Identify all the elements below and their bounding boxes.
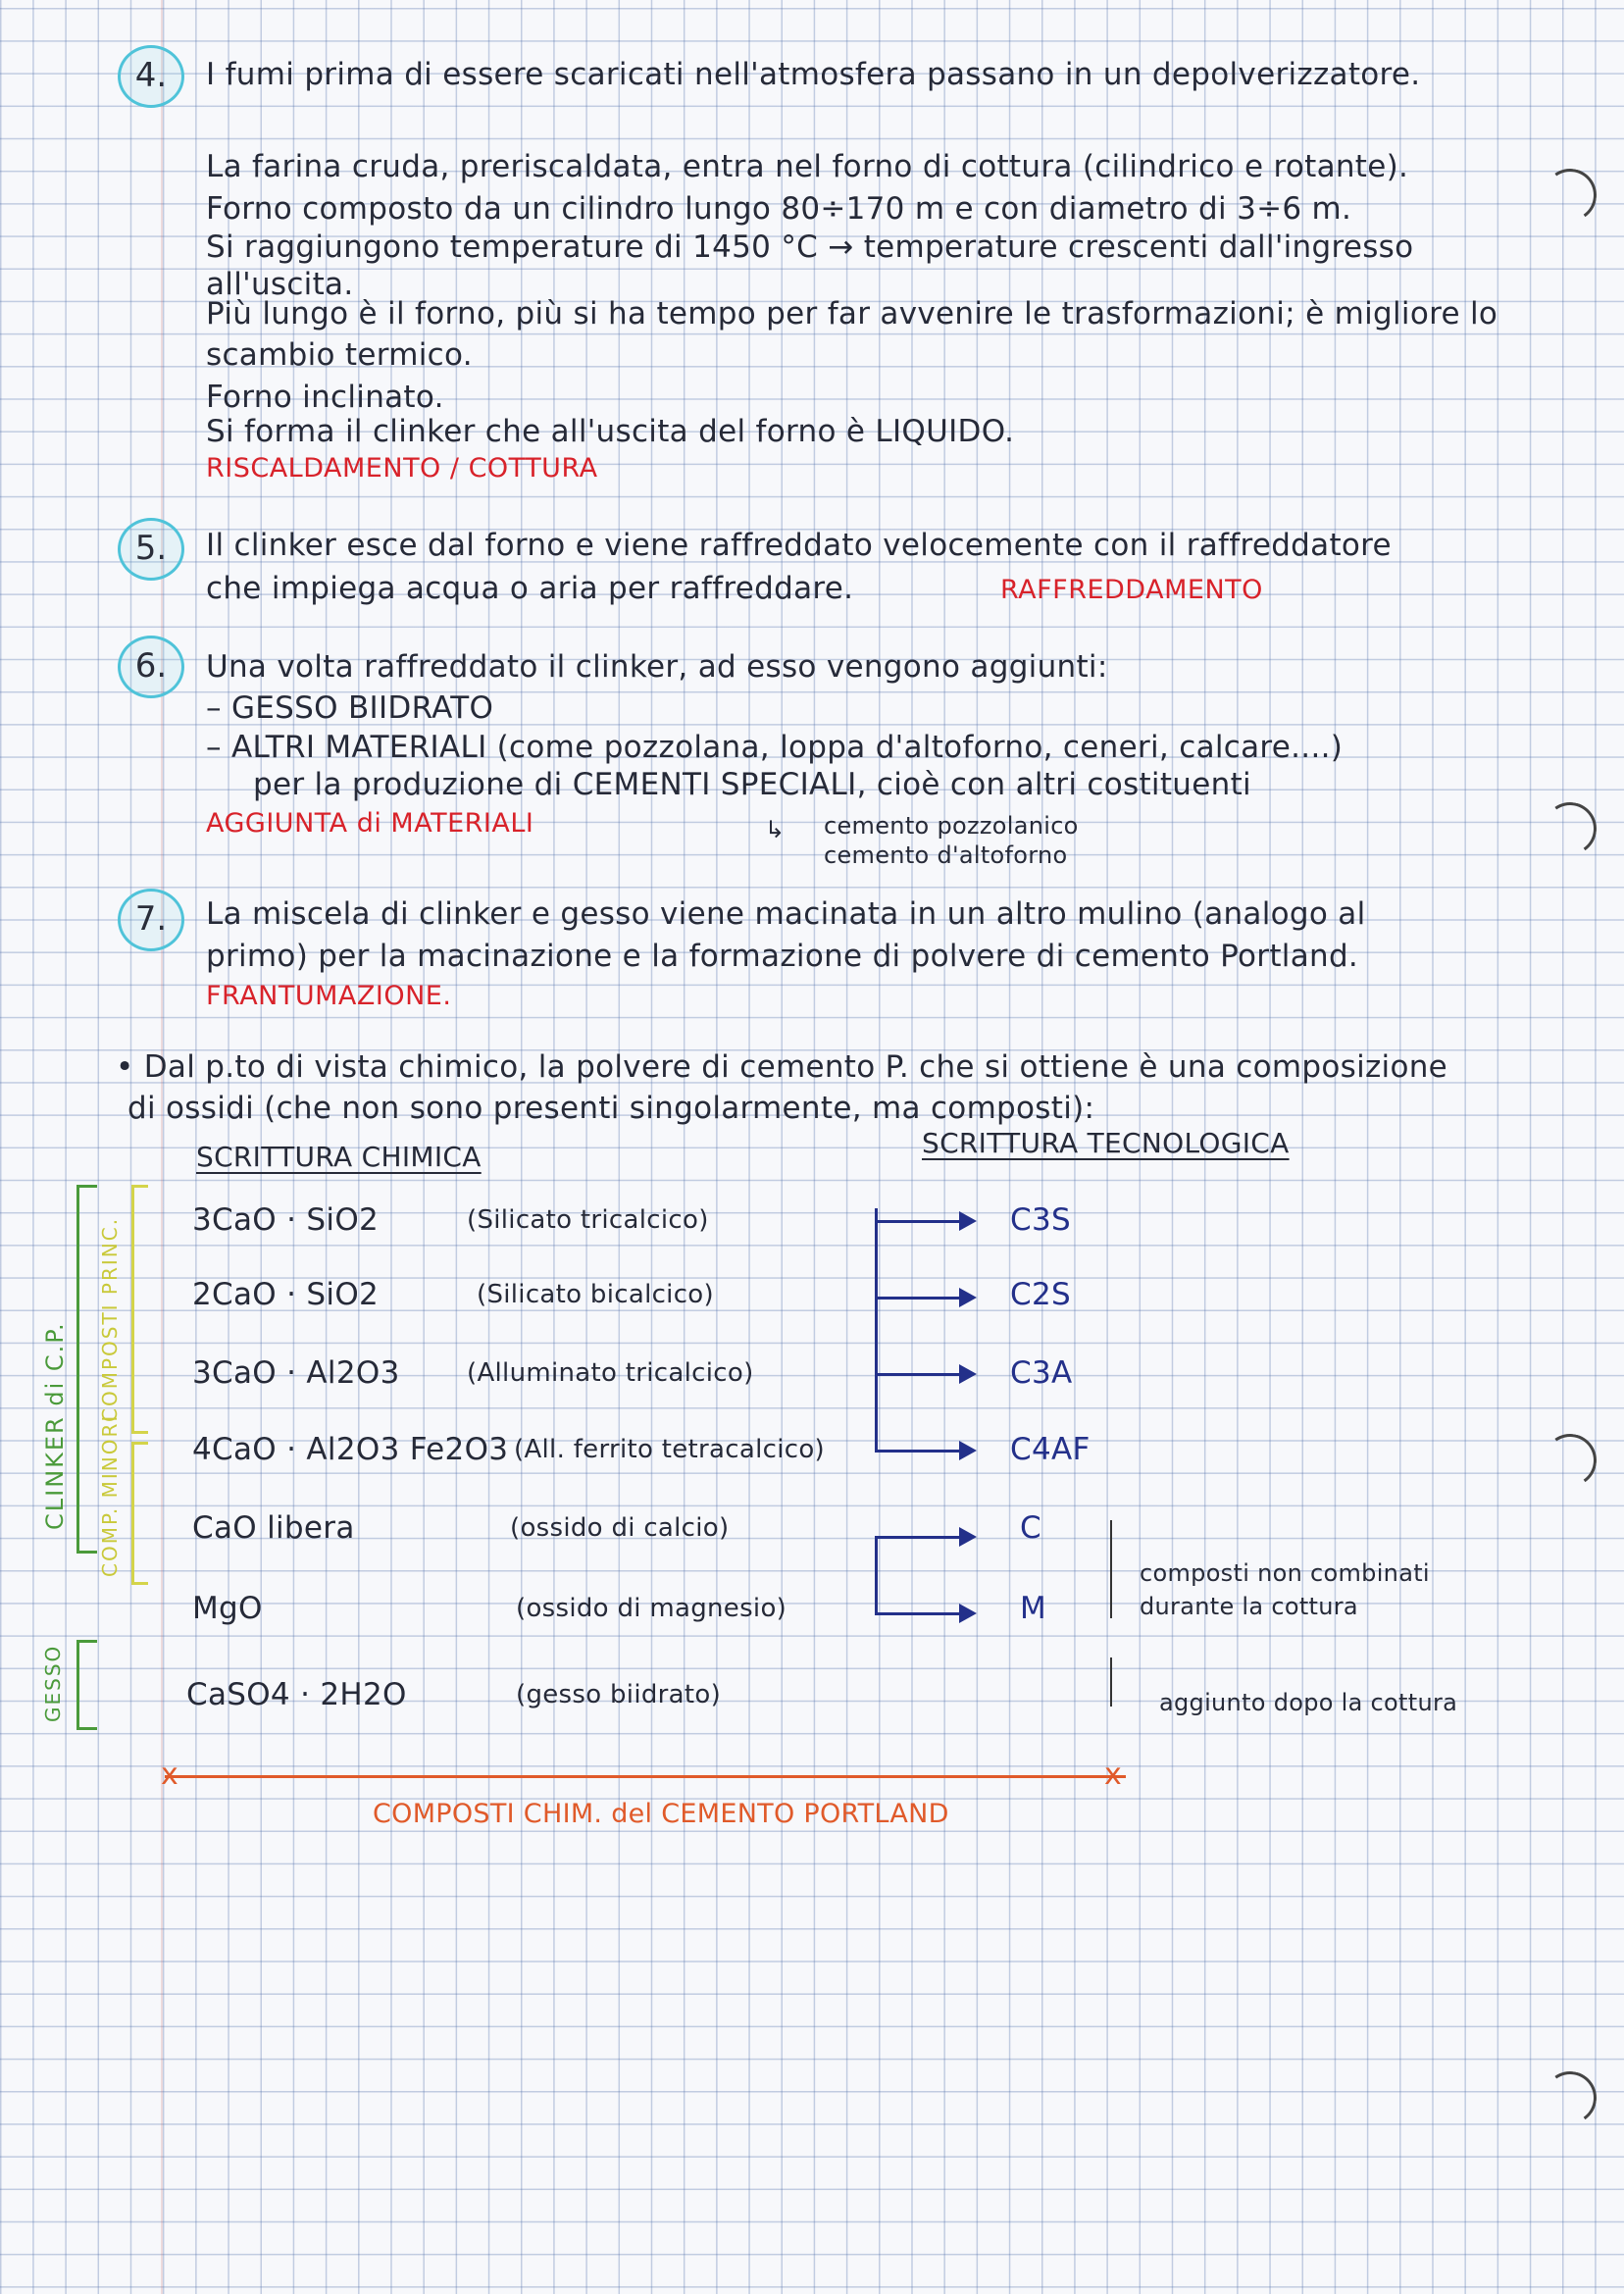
text-line: Il clinker esce dal forno e viene raffreddato velocemente con il raffreddatore <box>206 528 1392 563</box>
compound-name: (Silicato bicalcico) <box>477 1280 714 1309</box>
punch-hole <box>1540 2067 1601 2129</box>
side-label-gesso: GESSO <box>41 1644 65 1722</box>
formula: 3CaO · Al2O3 <box>192 1355 400 1391</box>
formula: CaO libera <box>192 1510 355 1546</box>
text-line: – GESSO BIIDRATO <box>206 690 494 726</box>
right-arrow <box>875 1612 973 1615</box>
compound-name: (gesso biidrato) <box>516 1680 722 1709</box>
text-line: Si raggiungono temperature di 1450 °C → temperature crescenti dall'ingresso <box>206 229 1414 265</box>
note-line: durante la cottura <box>1140 1593 1358 1620</box>
tech-symbol: C4AF <box>1010 1432 1091 1467</box>
right-arrow <box>875 1220 973 1223</box>
column-header-technological: SCRITTURA TECNOLOGICA <box>922 1127 1290 1159</box>
sub-note: cemento d'altoforno <box>824 841 1068 869</box>
text-line: all'uscita. <box>206 267 354 302</box>
text-line: scambio termico. <box>206 337 473 373</box>
table-footer-title: COMPOSTI CHIM. del CEMENTO PORTLAND <box>373 1799 949 1829</box>
section-label: RAFFREDDAMENTO <box>1000 575 1263 605</box>
text-line: primo) per la macinazione e la formazione di polvere di cemento Portland. <box>206 939 1359 974</box>
text-line: Forno inclinato. <box>206 380 444 415</box>
formula: 4CaO · Al2O3 Fe2O3 <box>192 1432 509 1467</box>
annotation-arrow-text: ↳ <box>765 816 786 843</box>
step-number: 6. <box>118 636 184 698</box>
note-line: aggiunto dopo la cottura <box>1159 1689 1458 1716</box>
compound-name: (Silicato tricalcico) <box>467 1205 709 1235</box>
rule-mark-right: x <box>1104 1758 1123 1792</box>
arrow-stem <box>875 1536 878 1612</box>
formula: 3CaO · SiO2 <box>192 1202 380 1238</box>
column-header-chemical: SCRITTURA CHIMICA <box>196 1141 482 1173</box>
punch-hole <box>1540 165 1601 227</box>
tech-symbol: C3A <box>1010 1355 1073 1391</box>
tech-symbol: M <box>1020 1591 1047 1626</box>
compound-name: (ossido di magnesio) <box>516 1594 787 1623</box>
sub-note: cemento pozzolanico <box>824 812 1079 840</box>
section-label: RISCALDAMENTO / COTTURA <box>206 453 598 484</box>
text-line: Si forma il clinker che all'uscita del forno è LIQUIDO. <box>206 414 1015 449</box>
compound-name: (Alluminato tricalcico) <box>467 1358 754 1388</box>
text-line: che impiega acqua o aria per raffreddare. <box>206 571 854 606</box>
text-line: I fumi prima di essere scaricati nell'atmosfera passano in un depolverizzatore. <box>206 57 1421 92</box>
section-label: AGGIUNTA di MATERIALI <box>206 808 534 839</box>
text-line: Più lungo è il forno, più si ha tempo per far avvenire le trasformazioni; è migliore lo <box>206 296 1498 331</box>
text-line: Forno composto da un cilindro lungo 80÷170 m e con diametro di 3÷6 m. <box>206 191 1352 227</box>
side-label-main: COMPOSTI PRINC. <box>98 1216 122 1422</box>
gesso-bracket <box>76 1640 97 1730</box>
tech-symbol: C3S <box>1010 1202 1071 1238</box>
right-arrow <box>875 1373 973 1376</box>
punch-hole <box>1540 1430 1601 1492</box>
text-line: La miscela di clinker e gesso viene macinata in un altro mulino (analogo al <box>206 896 1366 932</box>
text-line: • Dal p.to di vista chimico, la polvere di cemento P. che si ottiene è una composizione <box>116 1049 1448 1085</box>
compound-name: (ossido di calcio) <box>510 1513 730 1543</box>
compound-name: (All. ferrito tetracalcico) <box>514 1435 825 1464</box>
note-bracket <box>1110 1657 1112 1707</box>
tech-symbol: C <box>1020 1510 1041 1546</box>
formula: 2CaO · SiO2 <box>192 1277 380 1312</box>
tech-symbol: C2S <box>1010 1277 1071 1312</box>
text-line: – ALTRI MATERIALI (come pozzolana, loppa d'altoforno, ceneri, calcare....) <box>206 730 1344 765</box>
right-arrow <box>875 1450 973 1453</box>
step-number: 4. <box>118 45 184 108</box>
right-arrow <box>875 1297 973 1300</box>
step-number: 5. <box>118 518 184 581</box>
text-line: Una volta raffreddato il clinker, ad esso vengono aggiunti: <box>206 649 1108 685</box>
side-label-clinker: CLINKER di C.P. <box>41 1321 69 1530</box>
text-line: di ossidi (che non sono presenti singolarmente, ma composti): <box>127 1091 1095 1126</box>
side-label-minor: COMP. MINORI <box>98 1413 122 1577</box>
footer-rule <box>165 1775 1126 1778</box>
text-line: per la produzione di CEMENTI SPECIALI, cioè con altri costituenti <box>253 767 1251 802</box>
text-line: La farina cruda, preriscaldata, entra nel forno di cottura (cilindrico e rotante). <box>206 149 1409 184</box>
main-compounds-bracket <box>131 1185 148 1434</box>
step-number: 7. <box>118 889 184 951</box>
section-label: FRANTUMAZIONE. <box>206 981 452 1011</box>
formula: CaSO4 · 2H2O <box>186 1677 407 1712</box>
note-line: composti non combinati <box>1140 1559 1430 1587</box>
clinker-bracket <box>76 1185 97 1554</box>
note-bracket <box>1110 1520 1112 1618</box>
right-arrow <box>875 1536 973 1539</box>
minor-compounds-bracket <box>131 1442 148 1585</box>
formula: MgO <box>192 1591 263 1626</box>
arrow-stem <box>875 1208 878 1452</box>
rule-mark-left: x <box>161 1758 179 1792</box>
punch-hole <box>1540 798 1601 860</box>
margin-line <box>161 0 163 2294</box>
